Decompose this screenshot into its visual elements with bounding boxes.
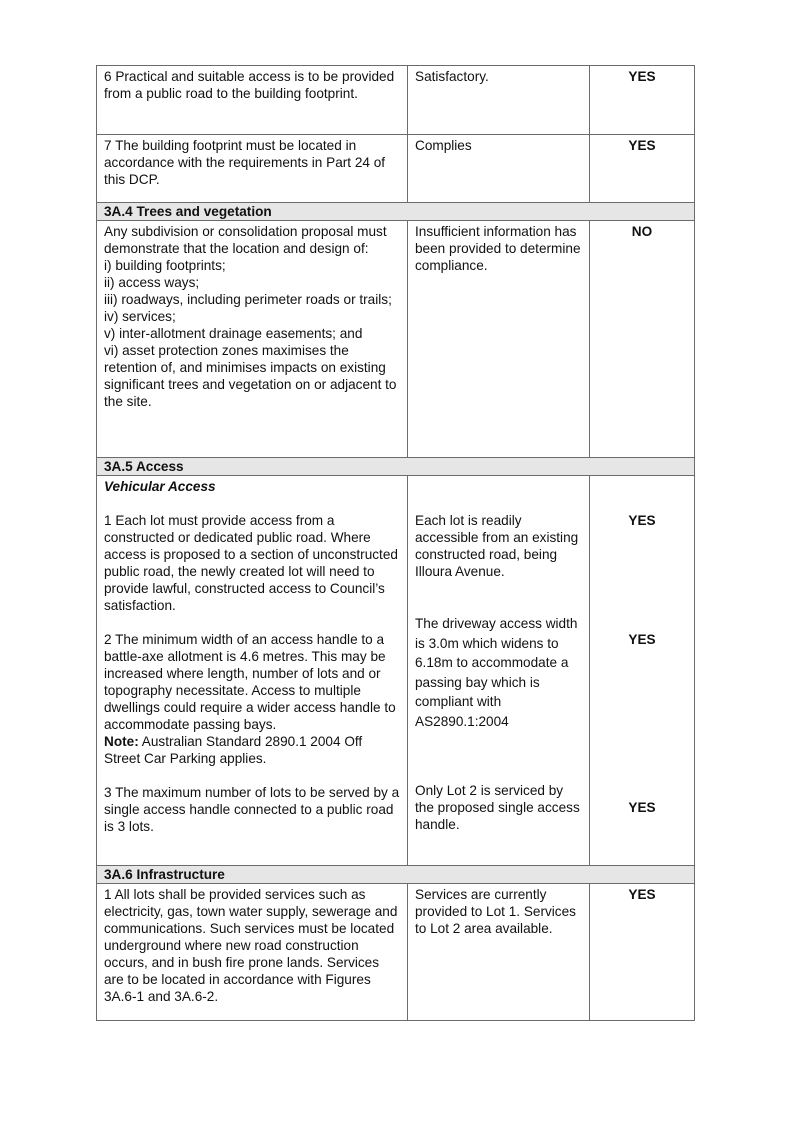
requirement-line: vi) asset protection zones maximises the retention of, and minimises impacts on existing significant trees and vegetation on or adjacent to the site. [104, 343, 397, 409]
requirement-line: iii) roadways, including perimeter roads or trails; [104, 292, 392, 307]
section-heading-row [97, 203, 695, 221]
requirement-line: iv) services; [104, 309, 176, 324]
result-cell: YES [590, 66, 695, 135]
section-heading: 3A.5 Access [97, 458, 695, 476]
comment-item: The driveway access width is 3.0m which widens to 6.18m to accommodate a passing bay which is compliant with AS2890.1:2004 [415, 616, 578, 729]
requirement-line: i) building footprints; [104, 258, 226, 273]
table-row [97, 221, 695, 458]
table-row [97, 476, 695, 866]
note-text: Australian Standard 2890.1 2004 Off Street Car Parking applies. [104, 734, 363, 766]
section-heading: 3A.6 Infrastructure [97, 866, 695, 884]
comment-item: Only Lot 2 is serviced by the proposed single access handle. [415, 783, 580, 832]
requirement-cell [97, 476, 408, 866]
requirement-cell [97, 221, 408, 458]
result-cell [590, 476, 695, 866]
result-cell: NO [590, 221, 695, 458]
section-heading: 3A.4 Trees and vegetation [97, 203, 695, 221]
comment-cell: Services are currently provided to Lot 1. Services to Lot 2 area available. [408, 884, 590, 1021]
result-item: YES [628, 800, 656, 815]
compliance-table [96, 65, 695, 1021]
result-cell: YES [590, 884, 695, 1021]
requirement-cell: 1 All lots shall be provided services such as electricity, gas, town water supply, sewerage and communications. Such services must be located underground where new road construction occurs, and in bush fire prone lands. Services are to be located in accordance with Figures 3A.6-1 and 3A.6-2. [97, 884, 408, 1021]
result-item: YES [628, 513, 656, 528]
result-item: YES [628, 632, 656, 647]
requirement-line: v) inter-allotment drainage easements; and [104, 326, 363, 341]
requirement-cell: 6 Practical and suitable access is to be provided from a public road to the building footprint. [97, 66, 408, 135]
requirement-line: ii) access ways; [104, 275, 200, 290]
subheading: Vehicular Access [104, 479, 216, 494]
result-cell: YES [590, 135, 695, 203]
requirement-item: 1 Each lot must provide access from a constructed or dedicated public road. Where access is proposed to a section of unconstructed public road, the newly created lot will need to provide lawful, constructed access to Council’s satisfaction. [104, 513, 398, 613]
table-row [97, 884, 695, 1021]
requirement-cell: 7 The building footprint must be located in accordance with the requirements in Part 24 of this DCP. [97, 135, 408, 203]
comment-item: Each lot is readily accessible from an existing constructed road, being Illoura Avenue. [415, 513, 579, 579]
comment-cell: Insufficient information has been provided to determine compliance. [408, 221, 590, 458]
note-label: Note: [104, 734, 139, 749]
comment-cell [408, 476, 590, 866]
requirement-item: 3 The maximum number of lots to be served by a single access handle connected to a public road is 3 lots. [104, 785, 400, 834]
requirement-note [104, 733, 400, 767]
comment-cell: Complies [408, 135, 590, 203]
requirement-line: Any subdivision or consolidation proposal must demonstrate that the location and design of: [104, 224, 387, 256]
section-heading-row [97, 458, 695, 476]
section-heading-row [97, 866, 695, 884]
comment-cell: Satisfactory. [408, 66, 590, 135]
table-row [97, 66, 695, 135]
table-row [97, 135, 695, 203]
requirement-item: 2 The minimum width of an access handle to a battle-axe allotment is 4.6 metres. This may be increased where length, number of lots and or topography necessitate. Access to multiple dwellings could require a wider access handle to accommodate passing bays. [104, 632, 396, 732]
